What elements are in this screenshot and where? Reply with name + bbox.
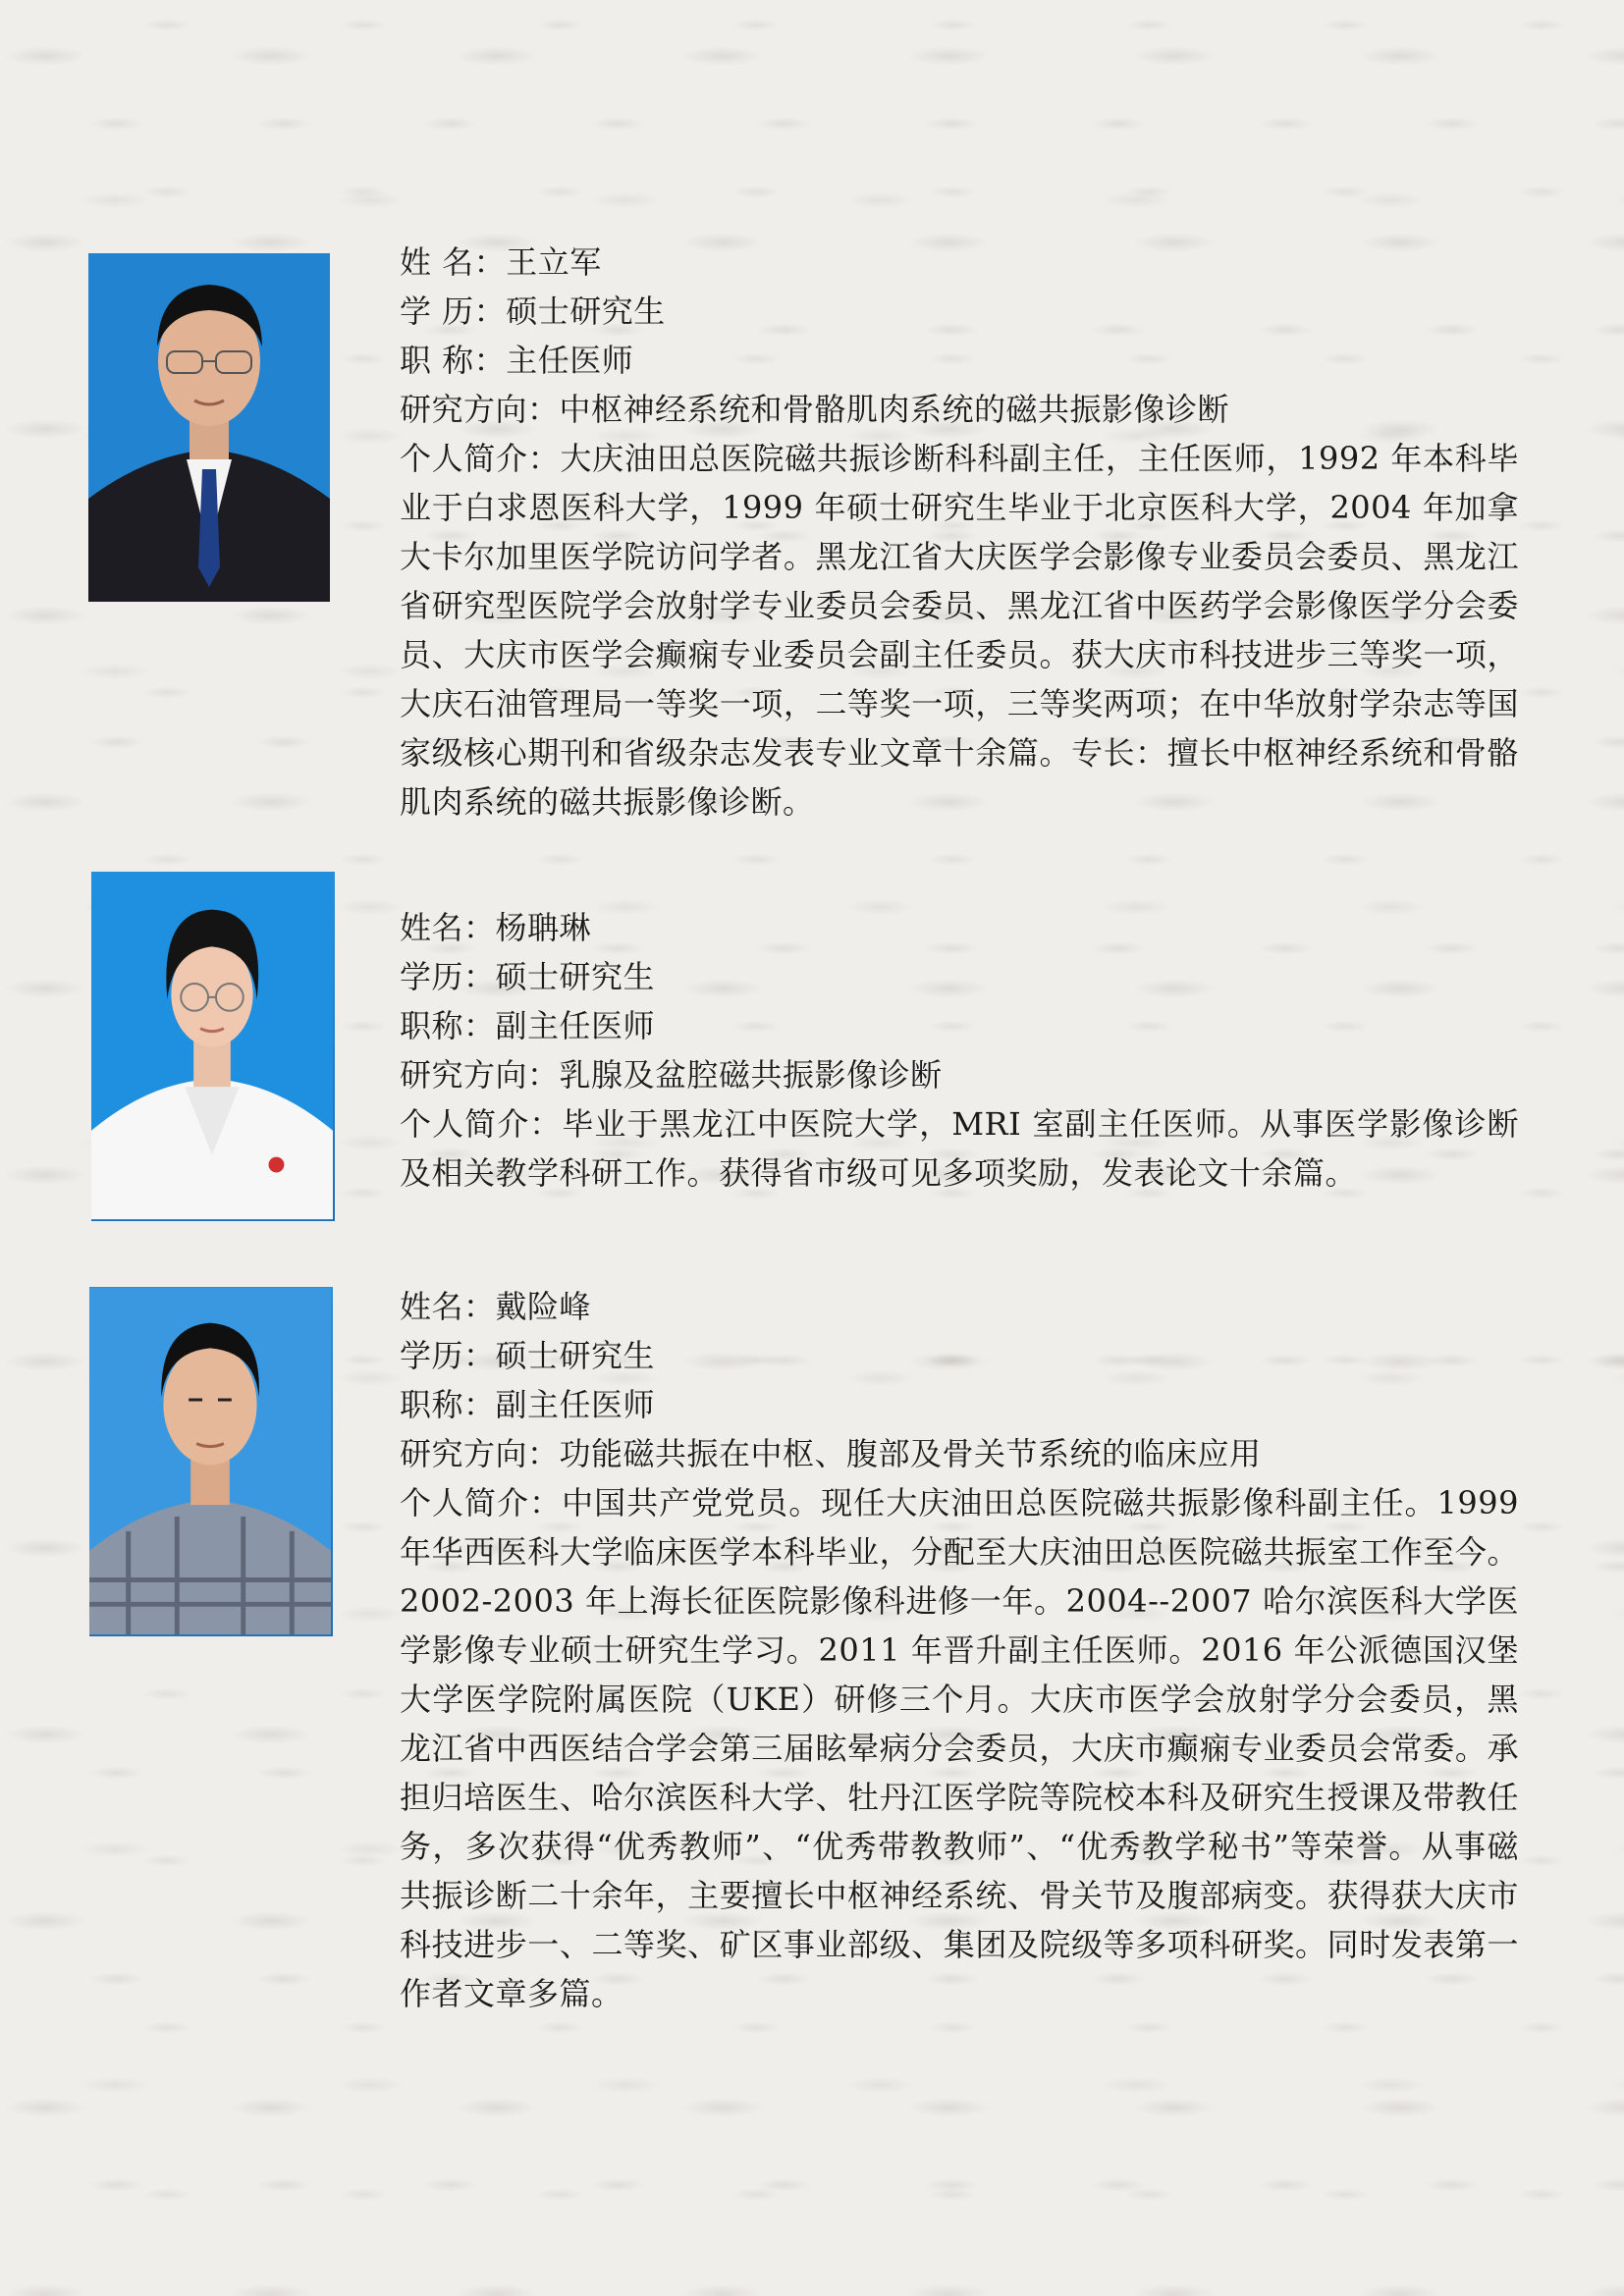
bio-row	[400, 1099, 1519, 1198]
research-label: 研究方向：	[400, 1435, 560, 1472]
title-label: 职称：	[400, 1386, 496, 1423]
education-row	[400, 287, 1519, 336]
research-label: 研究方向：	[400, 1056, 560, 1094]
bio-value: 大庆油田总医院磁共振诊断科科副主任，主任医师，1992 年本科毕业于白求恩医科大学，1999 年硕士研究生毕业于北京医科大学，2004 年加拿大卡尔加里医学院访问学者。黑龙江省大庆医学会影像专业委员会委员、黑龙江省研究型医院学会放射学专业委员会委员、黑龙江省中医药学会影像医学分会委员、大庆市医学会癫痫专业委员会副主任委员。获大庆市科技进步三等奖一项，大庆石油管理局一等奖一项，二等奖一项，三等奖两项；在中华放射学杂志等国家级核心期刊和省级杂志发表专业文章十余篇。专长：擅长中枢神经系统和骨骼肌肉系统的磁共振影像诊断。	[400, 440, 1519, 821]
bio-row	[400, 1478, 1519, 2018]
bio-label: 个人简介：	[400, 1484, 563, 1522]
portrait-photo	[88, 253, 330, 602]
man-portrait-icon	[89, 1287, 331, 1635]
bio-value: 中国共产党党员。现任大庆油田总医院磁共振影像科副主任。1999 年华西医科大学临床医学本科毕业，分配至大庆油田总医院磁共振室工作至今。2002-2003 年上海长征医院影像科进修一年。2004--2007 哈尔滨医科大学医学影像专业硕士研究生学习。2011 年晋升副主任医师。2016 年公派德国汉堡大学医学院附属医院（UKE）研修三个月。大庆市医学会放射学分会委员，黑龙江省中西医结合学会第三届眩晕病分会委员，大庆市癫痫专业委员会常委。承担归培医生、哈尔滨医科大学、牡丹江医学院等院校本科及研究生授课及带教任务，多次获得“优秀教师”、“优秀带教教师”、“优秀教学秘书”等荣誉。从事磁共振诊断二十余年，主要擅长中枢神经系统、骨关节及腹部病变。获得获大庆市科技进步一、二等奖、矿区事业部级、集团及院级等多项科研奖。同时发表第一作者文章多篇。	[400, 1484, 1519, 2012]
education-row	[400, 952, 1519, 1001]
title-value: 副主任医师	[495, 1386, 656, 1423]
profile-info	[400, 903, 1519, 1198]
name-label: 姓名：	[400, 1288, 496, 1325]
title-row	[400, 1001, 1519, 1050]
education-row	[400, 1331, 1519, 1380]
name-row	[400, 238, 1519, 287]
title-label: 职 称：	[400, 342, 507, 379]
research-value: 乳腺及盆腔磁共振影像诊断	[559, 1056, 943, 1094]
education-label: 学历：	[400, 1337, 496, 1374]
profile-info	[400, 238, 1519, 827]
bio-value: 毕业于黑龙江中医院大学，MRI 室副主任医师。从事医学影像诊断及相关教学科研工作。获得省市级可见多项奖励，发表论文十余篇。	[400, 1105, 1519, 1192]
woman-portrait-icon	[91, 872, 333, 1220]
title-row	[400, 336, 1519, 385]
name-row	[400, 903, 1519, 952]
education-label: 学 历：	[400, 293, 507, 330]
profile-info	[400, 1282, 1519, 2018]
education-value: 硕士研究生	[506, 293, 666, 330]
education-label: 学历：	[400, 958, 496, 995]
research-label: 研究方向：	[400, 391, 560, 428]
research-row	[400, 1050, 1519, 1099]
bio-row	[400, 434, 1519, 827]
portrait-photo	[89, 1287, 333, 1636]
name-label: 姓 名：	[400, 243, 507, 281]
education-value: 硕士研究生	[495, 958, 656, 995]
research-value: 中枢神经系统和骨骼肌肉系统的磁共振影像诊断	[559, 391, 1230, 428]
title-value: 副主任医师	[495, 1007, 656, 1044]
research-row	[400, 385, 1519, 434]
bio-label: 个人简介：	[400, 440, 561, 477]
title-label: 职称：	[400, 1007, 496, 1044]
name-label: 姓名：	[400, 909, 496, 946]
name-value: 戴险峰	[495, 1288, 592, 1325]
title-value: 主任医师	[506, 342, 634, 379]
portrait-photo	[91, 872, 335, 1221]
name-value: 杨聃琳	[495, 909, 592, 946]
research-row	[400, 1429, 1519, 1478]
name-value: 王立军	[506, 243, 602, 281]
bio-label: 个人简介：	[400, 1105, 563, 1143]
education-value: 硕士研究生	[495, 1337, 656, 1374]
title-row	[400, 1380, 1519, 1429]
name-row	[400, 1282, 1519, 1331]
research-value: 功能磁共振在中枢、腹部及骨关节系统的临床应用	[559, 1435, 1262, 1472]
man-portrait-icon	[88, 253, 330, 602]
